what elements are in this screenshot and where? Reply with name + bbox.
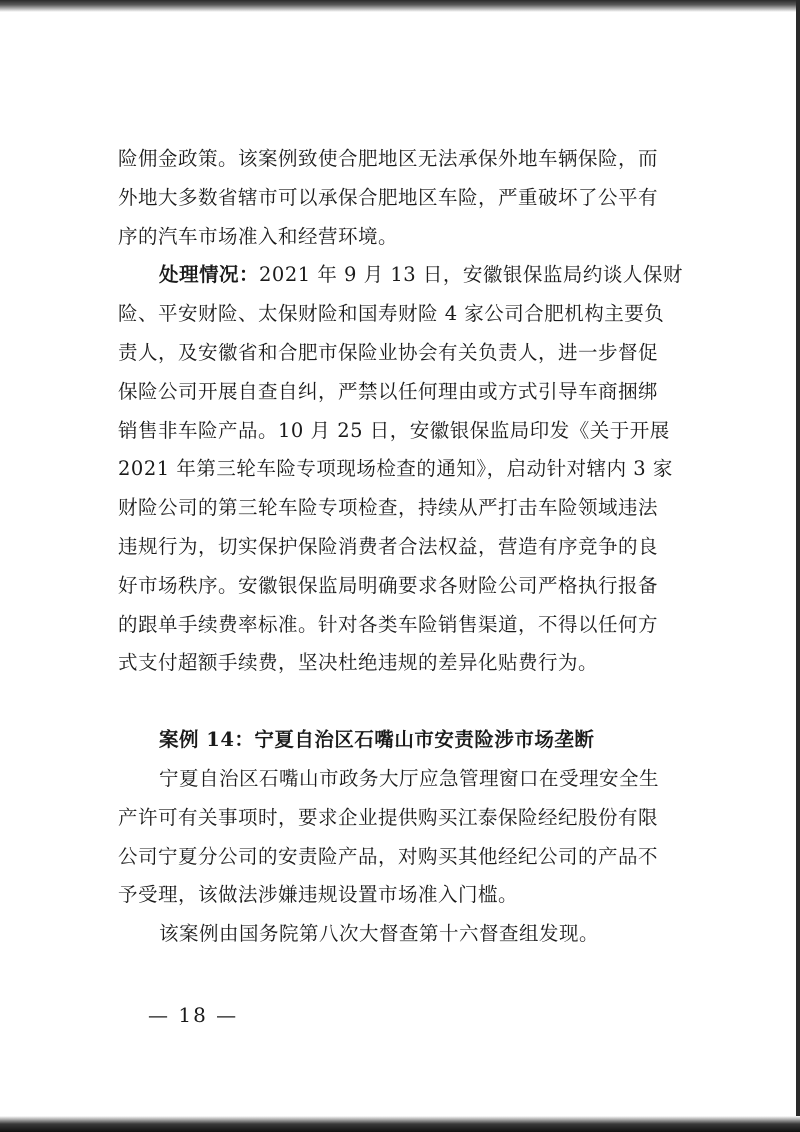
paragraph-2 [118, 256, 698, 683]
text-line: 违规行为，切实保护保险消费者合法权益，营造有序竞争的良 [118, 534, 659, 558]
text-line: 财险公司的第三轮车险专项检查，持续从严打击车险领域违法 [118, 496, 659, 520]
text-line: 销售非车险产品。10 月 25 日，安徽银保监局印发《关于开展 [118, 418, 670, 442]
document-page [118, 140, 698, 954]
text-line: 予受理，该做法涉嫌违规设置市场准入门槛。 [118, 883, 519, 907]
text-line: 保险公司开展自查自纠，严禁以任何理由或方式引导车商捆绑 [118, 379, 659, 403]
paragraph-3 [118, 760, 698, 915]
paragraph-4: 该案例由国务院第八次大督查第十六督查组发现。 [159, 922, 600, 946]
paragraph-1 [118, 140, 698, 256]
text-line: 外地大多数省辖市可以承保合肥地区车险，严重破坏了公平有 [118, 185, 659, 209]
text-span: 2021 年 9 月 13 日，安徽银保监局约谈人保财 [259, 263, 683, 287]
text-line: 公司宁夏分公司的安责险产品，对购买其他经纪公司的产品不 [118, 844, 659, 868]
text-line: 险、平安财险、太保财险和国寿财险 4 家公司合肥机构主要负 [118, 302, 665, 326]
handling-label: 处理情况： [159, 263, 260, 287]
text-line: 责人，及安徽省和合肥市保险业协会有关负责人，进一步督促 [118, 340, 659, 364]
text-line: 的跟单手续费率标准。针对各类车险销售渠道，不得以任何方 [118, 612, 659, 636]
paragraph-gap [118, 683, 698, 721]
text-line: 产许可有关事项时，要求企业提供购买江泰保险经纪股份有限 [118, 805, 659, 829]
scan-edge-bottom [0, 1116, 800, 1132]
text-line: 好市场秩序。安徽银保监局明确要求各财险公司严格执行报备 [118, 573, 659, 597]
text-line: 式支付超额手续费，坚决杜绝违规的差异化贴费行为。 [118, 651, 599, 675]
text-line: 险佣金政策。该案例致使合肥地区无法承保外地车辆保险，而 [118, 147, 659, 170]
scan-edge-right [796, 0, 800, 1132]
text-line: 2021 年第三轮车险专项现场检查的通知》，启动针对辖内 3 家 [118, 457, 673, 481]
text-line: 序的汽车市场准入和经营环境。 [118, 224, 399, 248]
text-line [118, 256, 698, 295]
case-heading: 案例 14：宁夏自治区石嘴山市安责险涉市场垄断 [159, 728, 595, 752]
text-line: 宁夏自治区石嘴山市政务大厅应急管理窗口在受理安全生 [159, 766, 660, 790]
scan-edge-top [0, 0, 800, 12]
page-number: — 18 — [148, 1003, 239, 1027]
